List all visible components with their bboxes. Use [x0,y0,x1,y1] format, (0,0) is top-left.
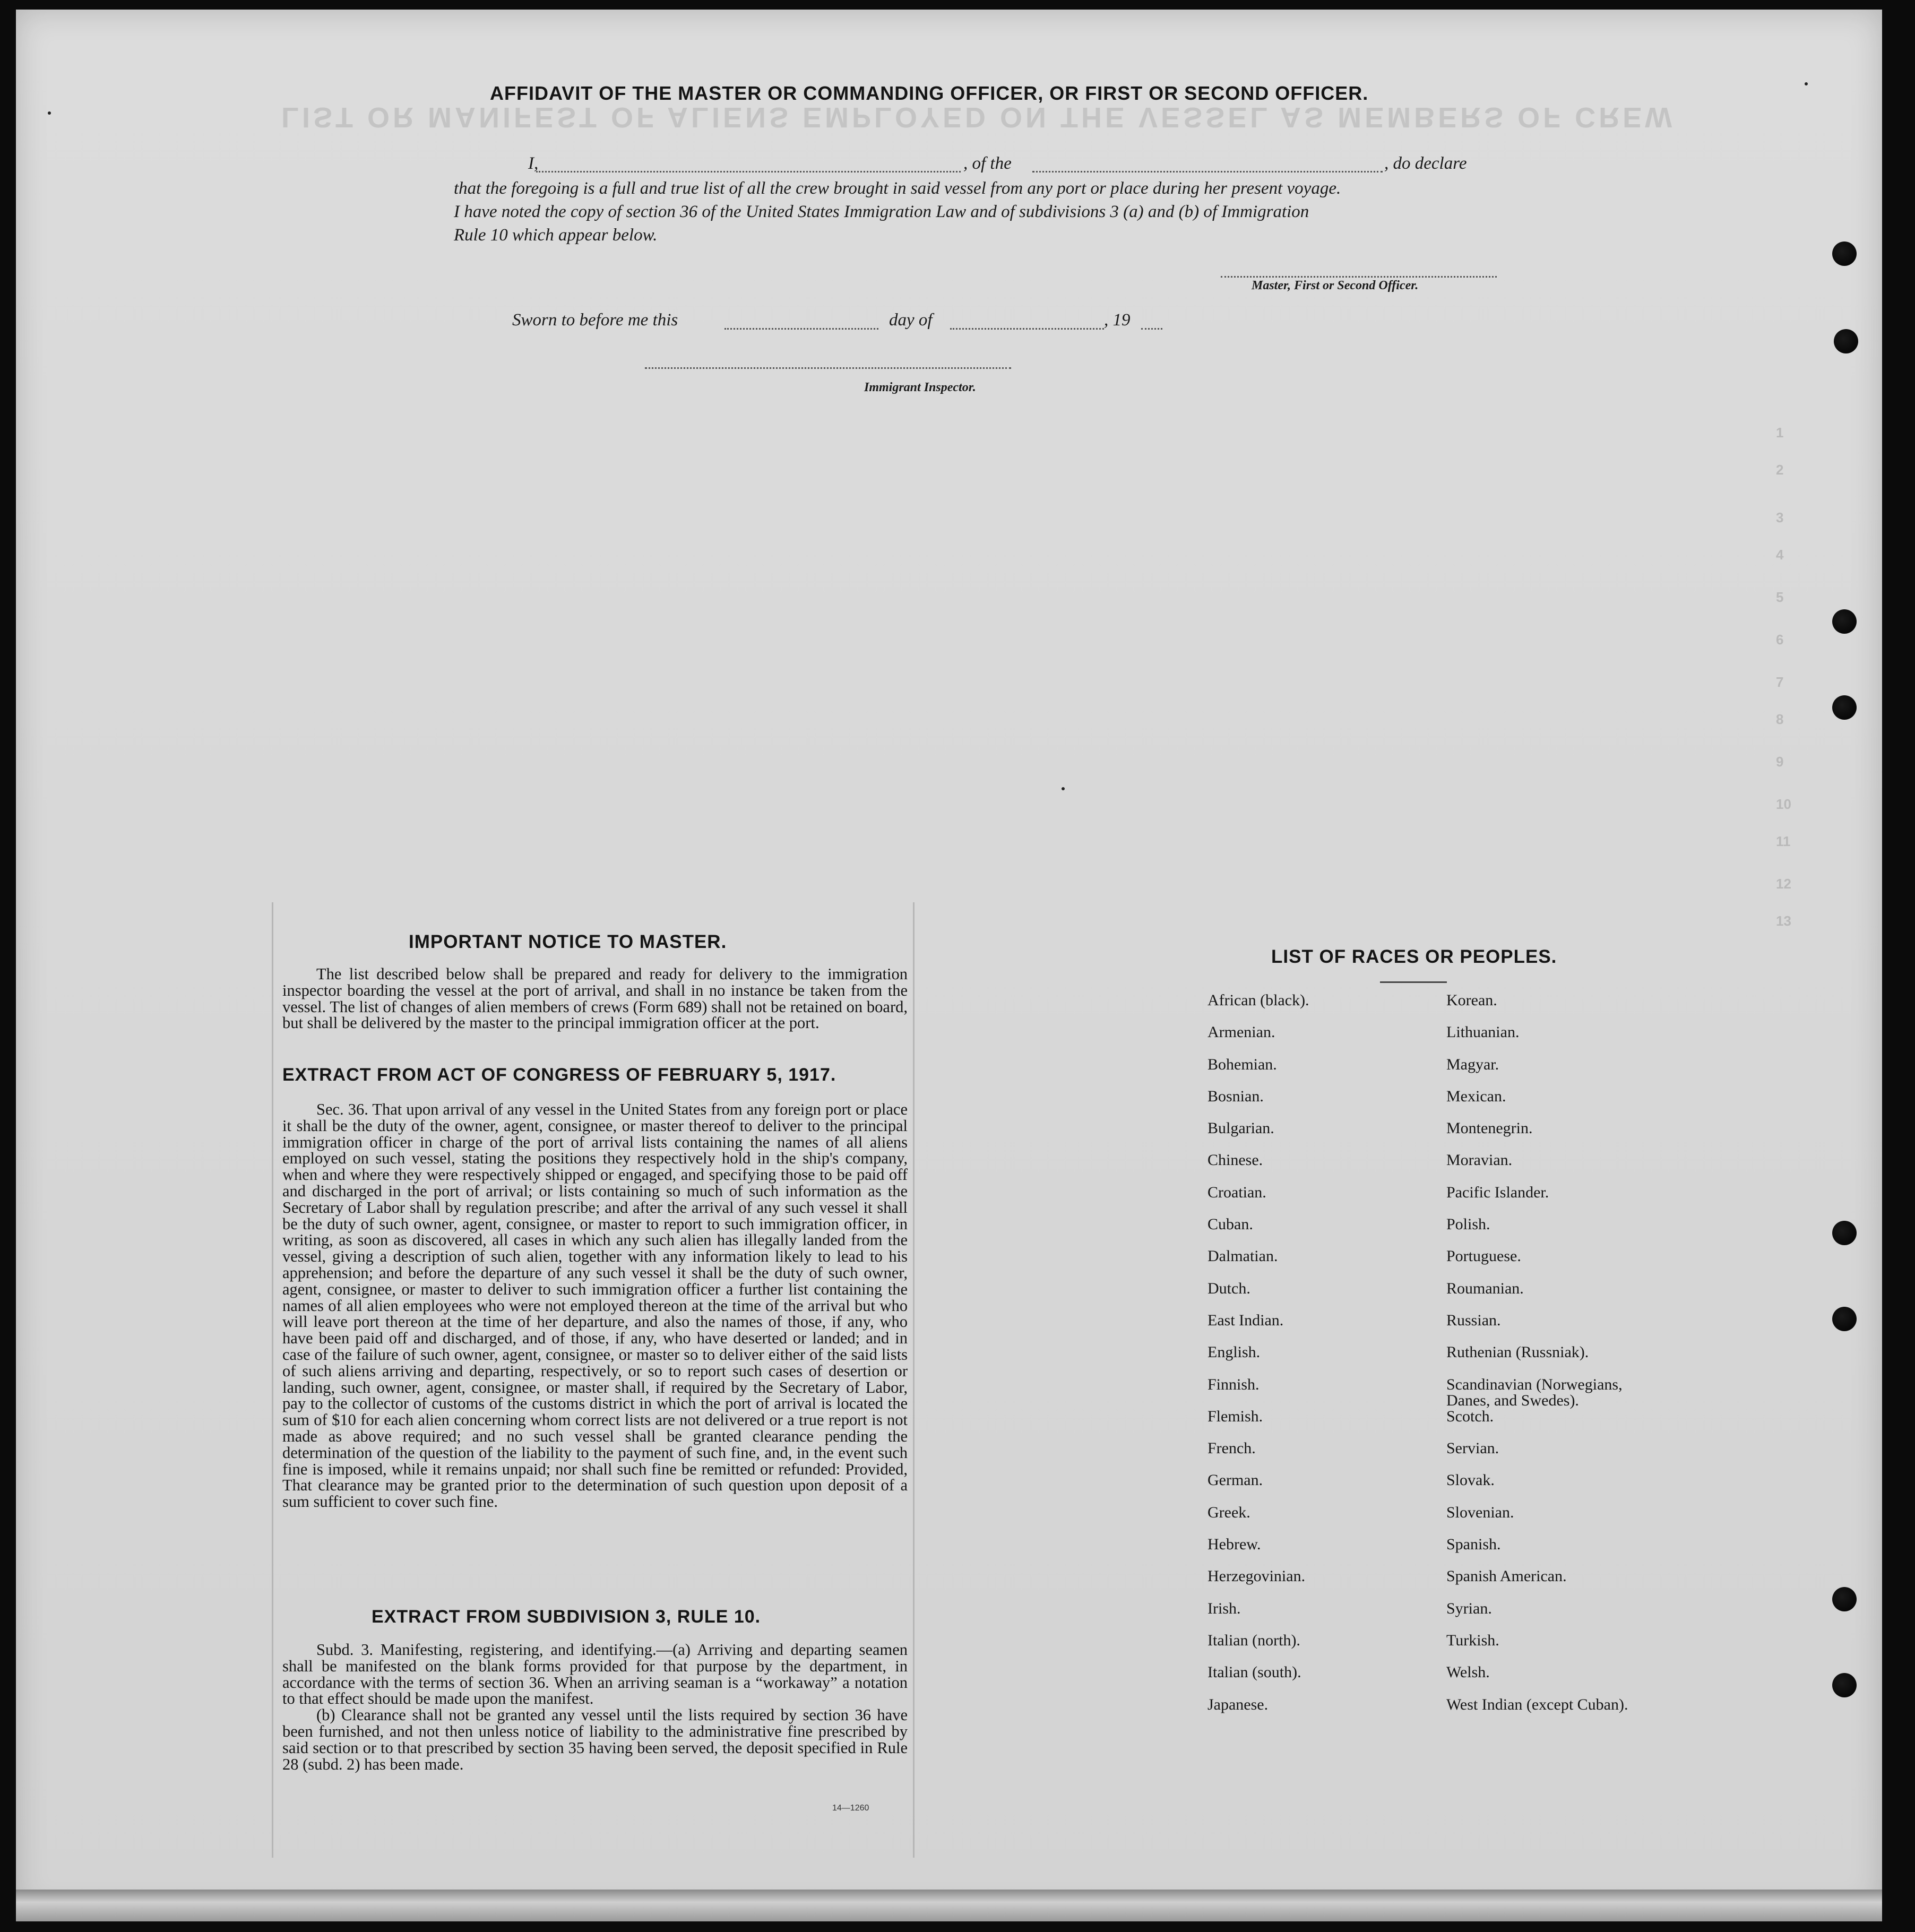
sworn-month-blank[interactable] [950,328,1104,330]
race-item: Slovenian. [1446,1503,1514,1521]
race-item: Polish. [1446,1215,1490,1234]
race-item: Finnish. [1207,1375,1260,1393]
ink-speck [1062,787,1065,790]
punch-hole [1832,242,1857,266]
race-item: Russian. [1446,1311,1501,1329]
race-item: East Indian. [1207,1311,1284,1329]
affidavit-line-3: I have noted the copy of section 36 of the United States Immigration Law and of subdivisions 3 (a) and (b) of Immigration [454,202,1309,221]
punch-hole [1832,1307,1857,1331]
race-item: German. [1207,1471,1263,1489]
race-item: Herzegovinian. [1207,1567,1306,1585]
column-divider-left [272,902,273,1858]
race-item: Italian (south). [1207,1663,1301,1681]
race-item: Lithuanian. [1446,1023,1520,1041]
inspector-caption: Immigrant Inspector. [864,381,976,394]
race-item: Spanish. [1446,1536,1501,1554]
race-item: Cuban. [1207,1215,1253,1234]
vessel-blank[interactable] [1032,171,1383,172]
extract-act-title: EXTRACT FROM ACT OF CONGRESS OF FEBRUARY 5, 1917. [282,1065,836,1085]
bleed-margin-number: 11 [1776,833,1791,849]
race-item: French. [1207,1439,1256,1457]
name-blank[interactable] [536,171,961,172]
sworn-day-blank[interactable] [724,328,878,330]
race-item: Bosnian. [1207,1087,1264,1105]
ink-speck [1805,82,1808,85]
page-bottom-edge [16,1890,1882,1921]
ink-speck [48,111,51,115]
bleed-margin-number: 8 [1776,711,1784,727]
race-item: Roumanian. [1446,1279,1524,1297]
race-item: West Indian (except Cuban). [1446,1695,1628,1713]
punch-hole [1834,329,1858,353]
race-item: Dalmatian. [1207,1247,1278,1265]
sworn-label: Sworn to before me this [512,310,678,330]
race-item: Pacific Islander. [1446,1183,1549,1201]
race-item: Italian (north). [1207,1631,1300,1649]
punch-hole [1832,609,1857,634]
race-item: Korean. [1446,991,1497,1009]
bleed-margin-number: 6 [1776,632,1784,648]
punch-hole [1832,1587,1857,1611]
races-right-column [1446,993,1628,1729]
race-item: Irish. [1207,1599,1241,1617]
punch-hole [1832,1221,1857,1245]
signature-line[interactable] [1221,276,1497,278]
race-item: Servian. [1446,1439,1499,1457]
bleed-margin-number: 4 [1776,547,1784,563]
race-item: English. [1207,1343,1261,1361]
year-blank[interactable] [1141,328,1162,330]
race-item: Turkish. [1446,1631,1499,1649]
race-item: African (black). [1207,991,1309,1009]
race-item: Japanese. [1207,1695,1269,1713]
races-title-rule [1380,981,1447,983]
signature-caption: Master, First or Second Officer. [1252,279,1419,292]
race-item: Bulgarian. [1207,1119,1274,1137]
subdivision-a-paragraph: Subd. 3. Manifesting, registering, and identifying.—(a) Arriving and departing seamen shall be manifested on the blank forms provided for that purpose by the department, in accordance with the terms of section 36. When an arriving seaman is a “workaway” a notation to that effect should be made upon the manifest. [282,1641,908,1708]
inspector-signature-line[interactable] [645,367,1011,369]
race-item: Armenian. [1207,1023,1275,1041]
subdivision-b-paragraph: (b) Clearance shall not be granted any vessel until the lists required by section 36 have been furnished, and not then unless notice of liability to the administrative fine prescribed by said section or to that prescribed by section 35 having been served, the deposit specified in Rule 28 (subd. 2) has been made. [282,1706,908,1773]
affidavit-i-label: I, [528,154,539,173]
bleed-through-title: LIST OR MANIFEST OF ALIENS EMPLOYED ON THE VESSEL AS MEMBERS OF CREW [281,101,1676,133]
race-item: Spanish American. [1446,1567,1567,1585]
race-item: Syrian. [1446,1599,1492,1617]
races-title: LIST OF RACES OR PEOPLES. [1271,946,1557,967]
race-item: Bohemian. [1207,1055,1277,1073]
column-divider-right [913,902,915,1858]
race-item: Mexican. [1446,1087,1506,1105]
notice-paragraph: The list described below shall be prepared and ready for delivery to the immigration inspector boarding the vessel at the port of arrival, and shall in no instance be taken from the vessel. The list of changes of alien members of crews (Form 689) shall not be retained on board, but shall be delivered by the master to the principal immigration officer at the port. [282,965,908,1032]
race-item: Flemish. [1207,1407,1263,1425]
affidavit-title: AFFIDAVIT OF THE MASTER OR COMMANDING OFFICER, OR FIRST OR SECOND OFFICER. [490,82,1369,104]
race-item: Dutch. [1207,1279,1250,1297]
punch-hole [1832,1673,1857,1697]
race-item: Ruthenian (Russniak). [1446,1343,1589,1361]
race-item: Portuguese. [1446,1247,1521,1265]
punch-hole [1832,695,1857,720]
affidavit-line-2: that the foregoing is a full and true list of all the crew brought in said vessel from any port or place during her present voyage. [454,179,1341,198]
races-left-column [1207,993,1309,1729]
race-item: Moravian. [1446,1151,1513,1169]
race-item: Greek. [1207,1503,1250,1521]
notice-text [282,966,908,1031]
bleed-margin-number: 12 [1776,876,1791,892]
affidavit-declare-label: , do declare [1384,154,1467,173]
race-item: Scandinavian (Norwegians, Danes, and Swedes). [1446,1375,1623,1409]
bleed-margin-number: 5 [1776,589,1784,605]
race-item: Magyar. [1446,1055,1499,1073]
day-of-label: day of [889,310,933,330]
race-item: Scotch. [1446,1407,1494,1425]
year-label: , 19 [1104,310,1131,330]
bleed-margin-number: 3 [1776,510,1784,525]
race-item: Welsh. [1446,1663,1490,1681]
race-item: Croatian. [1207,1183,1266,1201]
section-36-paragraph: Sec. 36. That upon arrival of any vessel in the United States from any foreign port or place it shall be the duty of the owner, agent, consignee, or master thereof to deliver to the principal immigration officer in charge of the port of arrival lists containing the names of all aliens employed on such vessel, stating the positions they respectively hold in the ship's company, when and where they were respectively shipped or engaged, and specifying those to be paid off and discharged in the port of arrival; or lists containing so much of such information as the Secretary of Labor shall by regulation prescribe; and after the arrival of any such vessel it shall be the duty of such owner, agent, consignee, or master to report to such immigration officer, in writing, as soon as discovered, all cases in which any such alien has illegally landed from the vessel, giving a description of such alien, together with any information likely to lead to his apprehension; and before the departure of any such vessel it shall be the duty of such owner, agent, consignee, or master to deliver to such immigration officer a further list containing the names of all alien employees who were not employed thereon at the time of the arrival but who will leave port thereon at the time of her departure, and also the names of those, if any, who have been paid off and discharged, and of those, if any, who have deserted or landed; and in case of the failure of such owner, agent, consignee, or master so to deliver either of the said lists of such aliens arriving and departing, respectively, or so to report such cases of desertion or landing, such owner, agent, consignee, or master shall, if required by the Secretary of Labor, pay to the collector of customs of the customs district in which the port of arrival is located the sum of $10 for each alien concerning whom correct lists are not delivered or a true report is not made as above required; and no such vessel shall be granted clearance pending the determination of the question of the liability to the payment of such fine, and, in the event such fine is imposed, while it remains unpaid; nor shall such fine be remitted or refunded: Provided, That clearance may be granted prior to the determination of such question upon deposit of a sum sufficient to cover such fine. [282,1100,908,1511]
race-item: Slovak. [1446,1471,1495,1489]
race-item: Chinese. [1207,1151,1263,1169]
race-item: Hebrew. [1207,1536,1261,1554]
bleed-margin-number: 13 [1776,913,1791,929]
bleed-margin-number: 9 [1776,754,1784,770]
bleed-margin-number: 1 [1776,425,1784,441]
affidavit-line-4: Rule 10 which appear below. [454,226,658,245]
extract-rule-title: EXTRACT FROM SUBDIVISION 3, RULE 10. [372,1607,761,1627]
bleed-margin-number: 10 [1776,796,1791,812]
form-number: 14—1260 [832,1804,869,1813]
bleed-margin-number: 2 [1776,462,1784,478]
extract-act-text [282,1101,908,1510]
extract-rule-text [282,1642,908,1772]
race-item: Montenegrin. [1446,1119,1533,1137]
notice-title: IMPORTANT NOTICE TO MASTER. [409,932,727,952]
bleed-margin-number: 7 [1776,674,1784,690]
affidavit-of-the-label: , of the [963,154,1012,173]
